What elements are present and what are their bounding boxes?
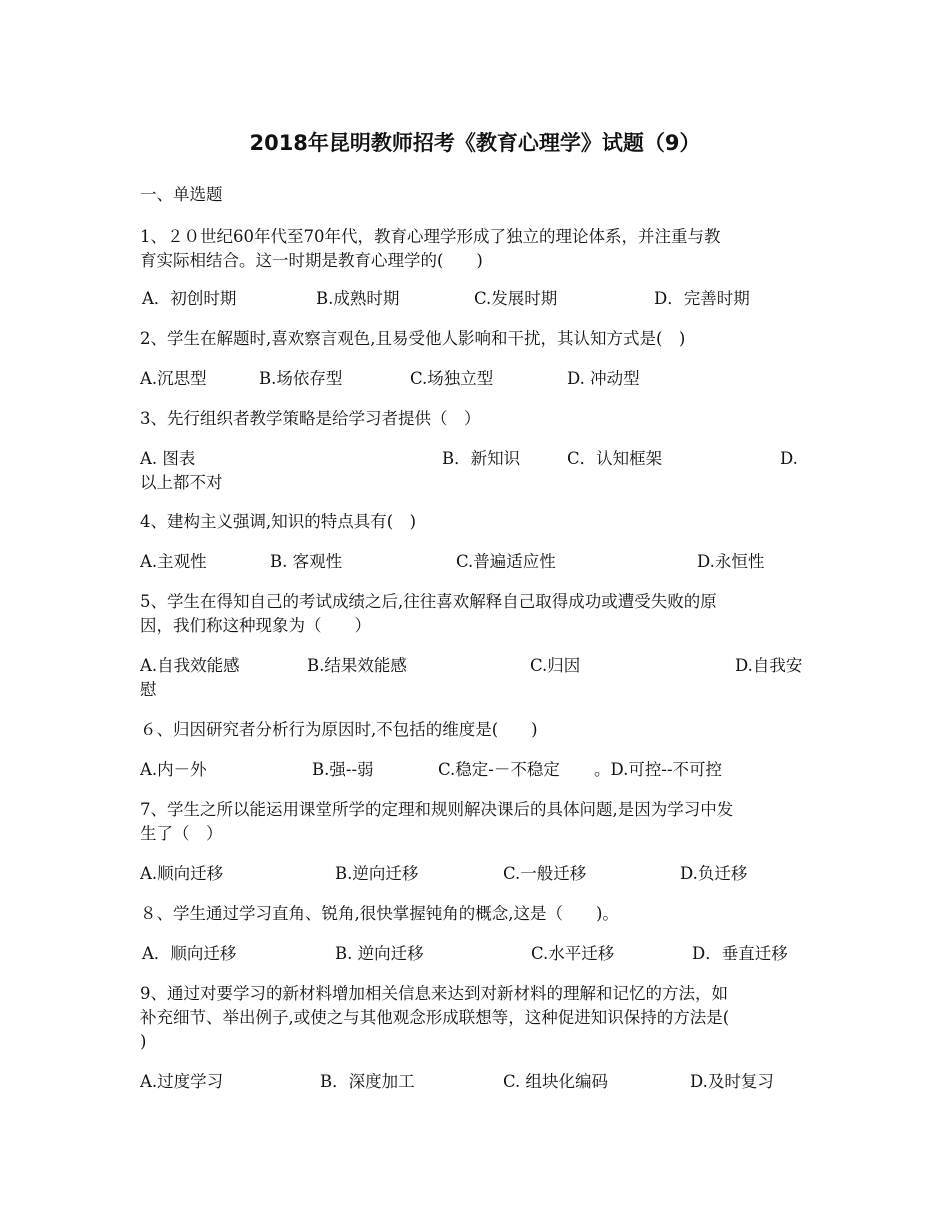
question-1-option-b: B.成熟时期 (316, 289, 400, 308)
question-3-option-d: D. (780, 449, 798, 468)
question-7-option-b: B.逆向迁移 (335, 864, 419, 883)
question-9-line-3: ) (140, 1032, 147, 1051)
question-5-line-1: 5、学生在得知自己的考试成绩之后,往往喜欢解释自己取得成功或遭受失败的原 (140, 592, 717, 611)
question-3-option-d-continuation: 以上都不对 (140, 473, 223, 492)
question-3-option-c: C．认知框架 (567, 449, 663, 468)
question-3-option-a: A. 图表 (140, 449, 196, 468)
question-5-option-d: D.自我安 (735, 656, 803, 675)
question-1-line-2: 育实际相结合。这一时期是教育心理学的( ) (140, 251, 483, 270)
question-5-line-2: 因，我们称这种现象为（ ） (140, 616, 371, 635)
question-9-line-2: 补充细节、举出例子,或使之与其他观念形成联想等，这种促进知识保持的方法是( (140, 1008, 730, 1027)
question-7-line-2: 生了（ ） (140, 824, 223, 843)
question-3-option-b: B．新知识 (442, 449, 521, 468)
question-3-line-1: 3、先行组织者教学策略是给学习者提供（ ） (140, 409, 481, 428)
question-1-option-a: A．初创时期 (142, 289, 237, 308)
question-5-option-b: B.结果效能感 (307, 656, 407, 675)
question-1-option-d: D．完善时期 (654, 289, 750, 308)
question-6-option-b: B.强--弱 (312, 760, 374, 779)
section-heading: 一、单选题 (140, 185, 223, 204)
question-9-option-c: C. 组块化编码 (503, 1072, 609, 1091)
question-5-option-c: C.归因 (530, 656, 581, 675)
question-4-line-1: 4、建构主义强调,知识的特点具有( ) (140, 512, 417, 531)
question-4-option-d: D.永恒性 (697, 552, 765, 571)
question-7-option-c: C.一般迁移 (503, 864, 587, 883)
question-8-line-1: ８、学生通过学习直角、锐角,很快掌握钝角的概念,这是（ )。 (140, 904, 619, 923)
question-9-option-a: A.过度学习 (140, 1072, 224, 1091)
question-8-option-d: D．垂直迁移 (692, 944, 788, 963)
question-4-option-a: A.主观性 (140, 552, 207, 571)
question-6-option-a: A.内－外 (140, 760, 207, 779)
question-6-option-d: 。D.可控--不可控 (594, 760, 723, 779)
question-7-option-d: D.负迁移 (680, 864, 748, 883)
question-9-option-b: B．深度加工 (320, 1072, 415, 1091)
question-5-option-d-continuation: 慰 (140, 680, 157, 699)
question-6-option-c: C.稳定-－不稳定 (438, 760, 560, 779)
question-8-option-b: B. 逆向迁移 (335, 944, 424, 963)
question-2-option-b: B.场依存型 (259, 369, 343, 388)
question-4-option-b: B. 客观性 (270, 552, 343, 571)
page-title: 2018年昆明教师招考《教育心理学》试题（9） (249, 131, 701, 155)
question-9-line-1: 9、通过对要学习的新材料增加相关信息来达到对新材料的理解和记忆的方法，如 (140, 984, 728, 1003)
question-7-line-1: 7、学生之所以能运用课堂所学的定理和规则解决课后的具体问题,是因为学习中发 (140, 800, 734, 819)
question-8-option-a: A．顺向迁移 (142, 944, 237, 963)
question-2-option-c: C.场独立型 (410, 369, 494, 388)
question-2-option-a: A.沉思型 (140, 369, 207, 388)
question-2-line-1: 2、学生在解题时,喜欢察言观色,且易受他人影响和干扰，其认知方式是( ) (140, 329, 686, 348)
question-9-option-d: D.及时复习 (690, 1072, 774, 1091)
question-7-option-a: A.顺向迁移 (140, 864, 224, 883)
question-4-option-c: C.普遍适应性 (456, 552, 556, 571)
question-6-line-1: ６、归因研究者分析行为原因时,不包括的维度是( ) (140, 720, 538, 739)
question-2-option-d: D. 冲动型 (567, 369, 640, 388)
question-1-option-c: C.发展时期 (474, 289, 558, 308)
question-5-option-a: A.自我效能感 (140, 656, 240, 675)
question-8-option-c: C.水平迁移 (531, 944, 615, 963)
question-1-line-1: 1、２０世纪60年代至70年代，教育心理学形成了独立的理论体系，并注重与教 (140, 227, 721, 246)
